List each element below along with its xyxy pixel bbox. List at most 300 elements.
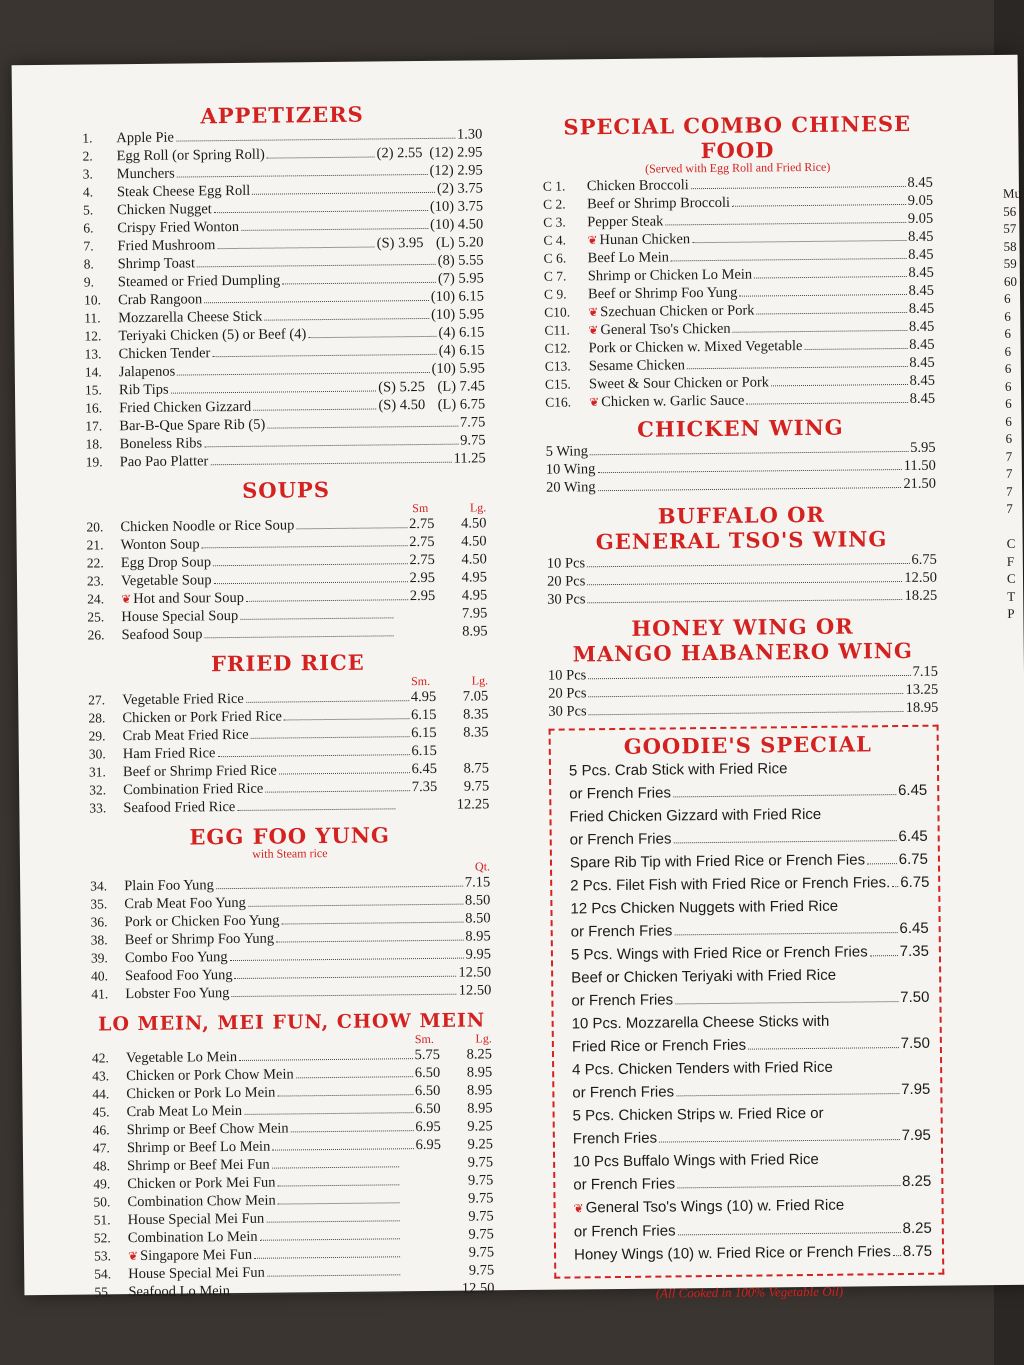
item-number: 45. <box>92 1104 110 1120</box>
item-price: (S) 3.95 <box>376 234 424 252</box>
goodie-item-name: 5 Pcs. Chicken Strips w. Fried Rice or <box>572 1104 824 1125</box>
item-name: Shrimp or Chicken Lo Mein <box>587 266 753 285</box>
item-price: (2) 3.75 <box>436 180 483 197</box>
goodie-item-price: 8.25 <box>902 1172 932 1191</box>
item-number: C13. <box>544 358 571 374</box>
item-name: Vegetable Soup <box>120 572 212 590</box>
dot-leader <box>276 940 463 943</box>
dot-leader <box>279 772 410 774</box>
goodie-item-price: 7.95 <box>901 1080 931 1099</box>
dot-leader <box>588 599 903 603</box>
goodie-item-detail: 5 Pcs. Wings with Fried Rice or French Fries <box>570 943 868 964</box>
dot-leader <box>248 904 463 907</box>
goodie-item-detail: or French Fries <box>572 1083 675 1102</box>
item-price-large: 9.75 <box>468 1190 494 1207</box>
item-number: 6. <box>83 220 94 236</box>
item-name: Crab Meat Fried Rice <box>122 726 249 745</box>
goodie-item-detail: 2 Pcs. Filet Fish with Fried Rice or French Fries. <box>570 874 891 895</box>
item-price-large: 8.25 <box>466 1046 493 1063</box>
item-name: Hot and Sour Soup <box>133 589 245 608</box>
item-number: 46. <box>92 1122 110 1138</box>
item-price: 5.75 <box>414 1046 441 1064</box>
next-panel-edge-column <box>1003 185 1024 623</box>
item-price: (10) 6.15 <box>430 288 485 305</box>
dot-leader <box>671 258 906 261</box>
item-number: 11. <box>84 310 101 326</box>
item-number: 12. <box>84 328 102 344</box>
dot-leader <box>240 617 393 620</box>
dot-leader <box>284 718 409 720</box>
dot-leader <box>278 1184 400 1186</box>
dot-leader <box>291 1130 414 1132</box>
dot-leader <box>733 330 907 333</box>
dot-leader <box>177 174 428 178</box>
item-price: 8.45 <box>908 318 935 335</box>
goodies-title: GOODIE'S SPECIAL <box>623 731 872 759</box>
item-number: 4. <box>82 184 94 200</box>
goodie-item-detail: Honey Wings (10) w. Fried Rice or French Fries <box>573 1243 891 1264</box>
item-name: Chicken or Pork Lo Mein <box>126 1084 276 1103</box>
fried-rice-sm-label: Sm. <box>410 673 431 689</box>
goodie-item-name: 4 Pcs. Chicken Tenders with Fried Rice <box>572 1058 833 1079</box>
item-name: Pork or Chicken w. Mixed Vegetable <box>588 338 803 357</box>
item-number: 21. <box>86 537 104 553</box>
dot-leader <box>239 1058 412 1061</box>
item-price: (10) 4.50 <box>430 216 484 233</box>
pepper-icon: ❦ <box>127 1249 139 1264</box>
dot-leader <box>590 451 908 455</box>
goodie-item-detail: Fried Rice or French Fries <box>571 1036 747 1056</box>
item-price-large: (L) 7.45 <box>437 378 486 395</box>
item-name: Boneless Ribs <box>119 435 203 453</box>
item-number: C 1. <box>542 178 566 194</box>
pepper-icon: ❦ <box>121 592 132 607</box>
item-price: 6.15 <box>410 706 437 724</box>
dot-leader <box>748 1047 899 1050</box>
item-price-large: 4.50 <box>461 533 487 550</box>
buffalo-wing-title-line2: GENERAL TSO'S WING <box>595 526 888 555</box>
dot-leader <box>244 1112 413 1115</box>
item-name: Egg Drop Soup <box>120 554 212 572</box>
item-number: 3. <box>82 166 93 182</box>
dot-leader <box>754 276 906 279</box>
dot-leader <box>678 1232 901 1235</box>
item-name: Rib Tips <box>118 381 169 399</box>
goodie-item-detail: or French Fries <box>569 830 672 849</box>
edge-fragment: 7 <box>1005 465 1013 481</box>
item-price-large: 9.75 <box>468 1244 495 1261</box>
item-name: 10 Pcs <box>547 667 587 684</box>
item-number: 33. <box>89 800 107 816</box>
special-combo-list <box>543 174 935 412</box>
menu-item-row <box>545 390 935 412</box>
item-price: 7.15 <box>464 874 491 891</box>
pepper-icon: ❦ <box>588 323 599 338</box>
item-number: C 6. <box>543 250 567 266</box>
item-price: (4) 6.15 <box>438 342 485 359</box>
item-price-large: 9.75 <box>467 1172 494 1189</box>
item-name: Crab Meat Lo Mein <box>126 1102 243 1121</box>
goodie-item-price: 6.45 <box>899 919 929 938</box>
dot-leader <box>278 1202 400 1204</box>
item-price: 8.45 <box>908 264 934 281</box>
item-number: C12. <box>544 340 571 356</box>
item-number: 40. <box>91 968 109 984</box>
item-name: 30 Pcs <box>547 591 586 608</box>
item-name: 5 Wing <box>545 443 588 460</box>
item-name: Chicken Noodle or Rice Soup <box>120 517 295 536</box>
edge-fragment: Mu <box>1002 185 1022 201</box>
edge-fragment: 6 <box>1005 413 1012 429</box>
item-name: Hunan Chicken <box>599 231 691 249</box>
dot-leader <box>587 563 909 567</box>
dot-leader <box>260 1238 400 1240</box>
buffalo-wing-list <box>547 551 938 609</box>
item-number: 50. <box>93 1194 111 1210</box>
item-price: 7.35 <box>411 778 438 796</box>
dot-leader <box>267 1274 400 1276</box>
item-price-large: 8.35 <box>463 724 489 741</box>
item-number: 18. <box>85 436 103 452</box>
buffalo-wing-title-line1: BUFFALO OR <box>657 501 825 529</box>
goodie-item-name: Beef or Chicken Teriyaki with Fried Rice <box>571 966 837 987</box>
item-number: 32. <box>89 782 107 798</box>
dot-leader <box>212 354 436 357</box>
goodie-item-detail: or French Fries <box>569 784 672 803</box>
dot-leader <box>253 408 376 410</box>
dot-leader <box>232 1292 401 1295</box>
item-number: 25. <box>87 609 105 625</box>
item-number: 35. <box>90 896 108 912</box>
dot-leader <box>246 700 409 703</box>
item-price: (10) 5.95 <box>430 306 485 323</box>
item-name: Fried Chicken Gizzard <box>119 398 252 417</box>
honey-wing-title-line2: MANGO HABANERO WING <box>572 637 914 667</box>
dot-leader <box>197 264 436 268</box>
dot-leader <box>804 348 907 350</box>
dot-leader <box>282 922 464 925</box>
goodie-item-name: 10 Pcs Buffalo Wings with Fried Rice <box>573 1150 819 1171</box>
dot-leader <box>687 366 907 369</box>
item-name: Pepper Steak <box>587 213 664 231</box>
item-price: 8.45 <box>907 174 933 191</box>
edge-fragment: 59 <box>1003 255 1017 271</box>
item-price: 2.75 <box>409 533 435 551</box>
item-name: Seafood Lo Mein <box>128 1283 231 1301</box>
menu-item-row <box>546 475 936 497</box>
item-price-large: 4.50 <box>461 551 487 568</box>
item-number: C 9. <box>543 286 567 302</box>
dot-leader <box>867 863 897 864</box>
pepper-icon: ❦ <box>589 395 600 410</box>
dot-leader <box>267 157 375 159</box>
item-number: 43. <box>92 1068 110 1084</box>
item-number: 8. <box>83 256 94 272</box>
item-name: Shrimp or Beef Lo Mein <box>126 1138 271 1157</box>
item-number: 28. <box>88 710 106 726</box>
dot-leader <box>232 994 457 997</box>
item-name: Munchers <box>116 165 175 183</box>
goodie-item-price: 6.45 <box>898 827 928 846</box>
chicken-wing-list <box>546 439 937 497</box>
item-name: Shrimp Toast <box>117 255 196 273</box>
item-price-large: 8.35 <box>462 706 489 723</box>
edge-fragment: 7 <box>1006 500 1013 516</box>
item-name: Egg Roll (or Spring Roll) <box>116 146 265 165</box>
edge-fragment: 6 <box>1004 325 1012 341</box>
dot-leader <box>235 976 457 979</box>
dot-leader <box>308 336 436 338</box>
egg-foo-yung-qt-label: Qt. <box>474 859 491 874</box>
edge-fragment: 60 <box>1003 273 1017 289</box>
item-price: 7.15 <box>912 663 939 680</box>
item-number: 54. <box>94 1266 112 1282</box>
item-price: 9.75 <box>460 432 486 449</box>
item-price: 8.45 <box>909 390 936 407</box>
menu-item-row <box>91 981 491 1003</box>
dot-leader <box>205 635 394 638</box>
item-name: Pork or Chicken Foo Yung <box>124 912 280 931</box>
item-number: 30. <box>88 746 106 762</box>
dot-leader <box>771 384 908 386</box>
item-price: 18.25 <box>904 587 938 604</box>
dot-leader <box>739 294 906 297</box>
goodie-item-price: 7.50 <box>900 988 930 1007</box>
item-price: 9.05 <box>907 192 934 209</box>
item-price: 6.95 <box>415 1118 441 1136</box>
item-number: 42. <box>91 1050 109 1066</box>
item-price-large: (L) 5.20 <box>435 234 484 251</box>
item-price: 2.75 <box>408 515 435 533</box>
dot-leader <box>892 886 898 887</box>
dot-leader <box>210 462 451 466</box>
item-name: House Special Mei Fun <box>128 1264 265 1283</box>
right-column <box>542 111 944 1303</box>
appetizers-list <box>82 125 486 471</box>
item-name: Wonton Soup <box>120 536 200 554</box>
dot-leader <box>598 487 902 491</box>
edge-fragment: 6 <box>1004 290 1011 306</box>
menu-item-row <box>86 449 486 471</box>
goodie-item-name: 10 Pcs. Mozzarella Cheese Sticks with <box>571 1012 830 1033</box>
item-name: Seafood Fried Rice <box>123 798 236 817</box>
dot-leader <box>677 1185 900 1188</box>
item-number: 53. <box>93 1248 112 1264</box>
item-price-large: 12.50 <box>461 1280 495 1297</box>
item-name: Shrimp or Beef Mei Fun <box>127 1156 270 1175</box>
item-name: Plain Foo Yung <box>124 877 214 895</box>
item-name: Chicken or Pork Chow Mein <box>126 1066 294 1085</box>
lo-mein-list <box>92 1045 495 1301</box>
edge-fragment: 6 <box>1004 343 1012 359</box>
edge-fragment: 6 <box>1005 430 1013 446</box>
dot-leader <box>246 599 408 602</box>
egg-foo-yung-title: EGG FOO YUNG <box>189 822 391 850</box>
item-number: 9. <box>83 274 95 290</box>
item-price: 6.15 <box>411 742 437 760</box>
menu-item-row <box>87 622 487 644</box>
item-number: 14. <box>84 364 102 380</box>
left-column <box>82 100 495 1301</box>
item-number: 15. <box>84 382 102 398</box>
item-price: 8.45 <box>909 372 936 389</box>
item-number: C16. <box>545 394 572 410</box>
item-number: 41. <box>91 986 109 1002</box>
item-name: Lobster Foo Yung <box>125 985 230 1003</box>
dot-leader <box>216 886 463 890</box>
item-name: Chicken Broccoli <box>586 177 689 195</box>
vegetable-oil-note: (All Cooked in 100% Vegetable Oil) <box>655 1283 844 1301</box>
goodie-item-name: 12 Pcs Chicken Nuggets with Fried Rice <box>570 897 839 918</box>
item-price: 2.95 <box>409 569 436 587</box>
item-number: C 4. <box>543 232 567 248</box>
item-price-large <box>437 754 489 755</box>
item-price-large: (L) 6.75 <box>437 396 486 413</box>
item-price: 8.95 <box>465 928 491 945</box>
item-price: (2) 2.55 <box>376 145 423 162</box>
item-price: 2.95 <box>409 587 436 605</box>
goodie-item-price: 7.50 <box>900 1034 930 1053</box>
edge-fragment: T <box>1007 588 1016 604</box>
item-name: House Special Mei Fun <box>127 1210 265 1229</box>
item-price-large: 4.95 <box>461 569 488 586</box>
dot-leader <box>893 1255 901 1256</box>
item-price: 21.50 <box>903 475 937 492</box>
item-name: Pao Pao Platter <box>119 453 209 471</box>
item-number: 10. <box>83 292 102 308</box>
dot-leader <box>171 390 377 393</box>
goodie-item-row <box>570 871 928 898</box>
edge-fragment <box>1006 517 1024 535</box>
item-name: Chicken Nugget <box>117 201 212 219</box>
goodie-item-detail: Spare Rib Tip with Fried Rice or French Fies <box>569 851 866 872</box>
item-number: 2. <box>82 148 93 164</box>
item-price: 11.25 <box>453 450 486 467</box>
item-price: 4.95 <box>410 688 437 706</box>
item-price: 9.95 <box>465 946 492 963</box>
dot-leader <box>665 222 906 226</box>
item-number: C 3. <box>543 214 566 230</box>
item-price: 1.30 <box>456 126 483 143</box>
special-combo-title: SPECIAL COMBO CHINESE FOOD <box>563 110 912 164</box>
item-price-large: 12.25 <box>456 796 490 813</box>
item-name: Beef Lo Mein <box>587 249 670 267</box>
edge-fragment: P <box>1007 605 1015 621</box>
item-number: 17. <box>85 418 103 434</box>
item-number: 20. <box>86 519 104 535</box>
item-name: 10 Wing <box>545 461 596 478</box>
item-price: (4) 6.15 <box>438 324 485 341</box>
item-number: 39. <box>90 950 108 966</box>
item-name: Chicken w. Garlic Sauce <box>601 392 745 411</box>
dot-leader <box>588 675 910 679</box>
item-name: Chicken or Pork Mei Fun <box>127 1174 276 1193</box>
goodie-item-price: 6.75 <box>900 873 930 892</box>
soups-lg-label: Lg. <box>469 500 487 515</box>
item-name: Chicken Tender <box>118 345 211 363</box>
item-number: 5. <box>83 202 94 218</box>
dot-leader <box>296 1076 413 1078</box>
item-number: 19. <box>85 454 103 470</box>
dot-leader <box>732 204 906 207</box>
egg-foo-yung-subtitle: with Steam rice <box>252 846 328 861</box>
dot-leader <box>251 736 410 739</box>
item-name: Seafood Soup <box>121 626 203 644</box>
item-price: 8.45 <box>907 228 934 245</box>
lo-mein-lg-label: Lg. <box>475 1031 492 1046</box>
item-price: 6.50 <box>414 1082 441 1100</box>
goodie-item-row <box>574 1240 932 1267</box>
item-number: 16. <box>85 400 103 416</box>
dot-leader <box>587 581 902 585</box>
dot-leader <box>217 754 409 757</box>
item-price: 8.50 <box>464 892 491 909</box>
item-price: (S) 5.25 <box>378 378 426 396</box>
item-name: Vegetable Fried Rice <box>122 690 244 709</box>
dot-leader <box>676 1093 899 1096</box>
pepper-icon: ❦ <box>588 305 599 320</box>
item-name: Sweet & Sour Chicken or Pork <box>588 374 770 393</box>
item-name: House Special Soup <box>121 607 239 626</box>
item-price: 6.75 <box>911 551 937 568</box>
item-price-large: 8.95 <box>462 623 488 640</box>
item-number: 52. <box>93 1230 111 1246</box>
edge-fragment: F <box>1006 553 1015 569</box>
item-price: 12.50 <box>458 964 492 981</box>
dot-leader <box>202 545 408 548</box>
fried-rice-lg-label: Lg. <box>471 673 489 688</box>
goodie-item-price: 6.75 <box>898 850 929 869</box>
item-number: 51. <box>93 1212 111 1228</box>
item-number: 13. <box>84 346 102 362</box>
item-number: C15. <box>544 376 571 392</box>
item-price: 8.50 <box>465 910 491 927</box>
item-price: 8.45 <box>908 300 935 317</box>
dot-leader <box>214 581 408 584</box>
goodie-item-detail: or French Fries <box>570 922 673 941</box>
item-name: Combo Foo Yung <box>124 949 228 967</box>
item-number: 47. <box>92 1140 110 1156</box>
item-number: 22. <box>86 555 104 571</box>
item-number: C10. <box>544 304 571 320</box>
edge-fragment: 6 <box>1004 308 1011 324</box>
item-price-large: 4.50 <box>460 515 487 532</box>
dot-leader <box>659 1139 900 1143</box>
dot-leader <box>589 693 904 697</box>
menu-item-row <box>94 1279 494 1301</box>
goodies-list <box>569 756 932 1267</box>
dot-leader <box>282 282 436 285</box>
item-name: 10 Pcs <box>546 555 586 572</box>
item-name: Ham Fried Rice <box>122 745 216 763</box>
dot-leader <box>272 1166 399 1168</box>
edge-fragment: 7 <box>1005 448 1013 464</box>
edge-fragment: 6 <box>1005 395 1012 411</box>
dot-leader <box>241 228 428 231</box>
dot-leader <box>757 312 907 315</box>
item-price-large: 9.25 <box>467 1118 493 1135</box>
dot-leader <box>264 318 429 321</box>
dot-leader <box>204 300 429 303</box>
item-name: Shrimp or Beef Chow Mein <box>126 1120 289 1139</box>
goodie-item-price: 7.95 <box>901 1126 931 1145</box>
dot-leader <box>691 186 906 189</box>
item-name: Beef or Shrimp Fried Rice <box>122 762 277 781</box>
item-name: Combination Chow Mein <box>127 1192 276 1211</box>
goodie-item-name: Fried Chicken Gizzard with Fried Rice <box>569 805 822 826</box>
item-number: 55. <box>94 1284 112 1300</box>
item-price-large: 4.95 <box>461 587 488 604</box>
